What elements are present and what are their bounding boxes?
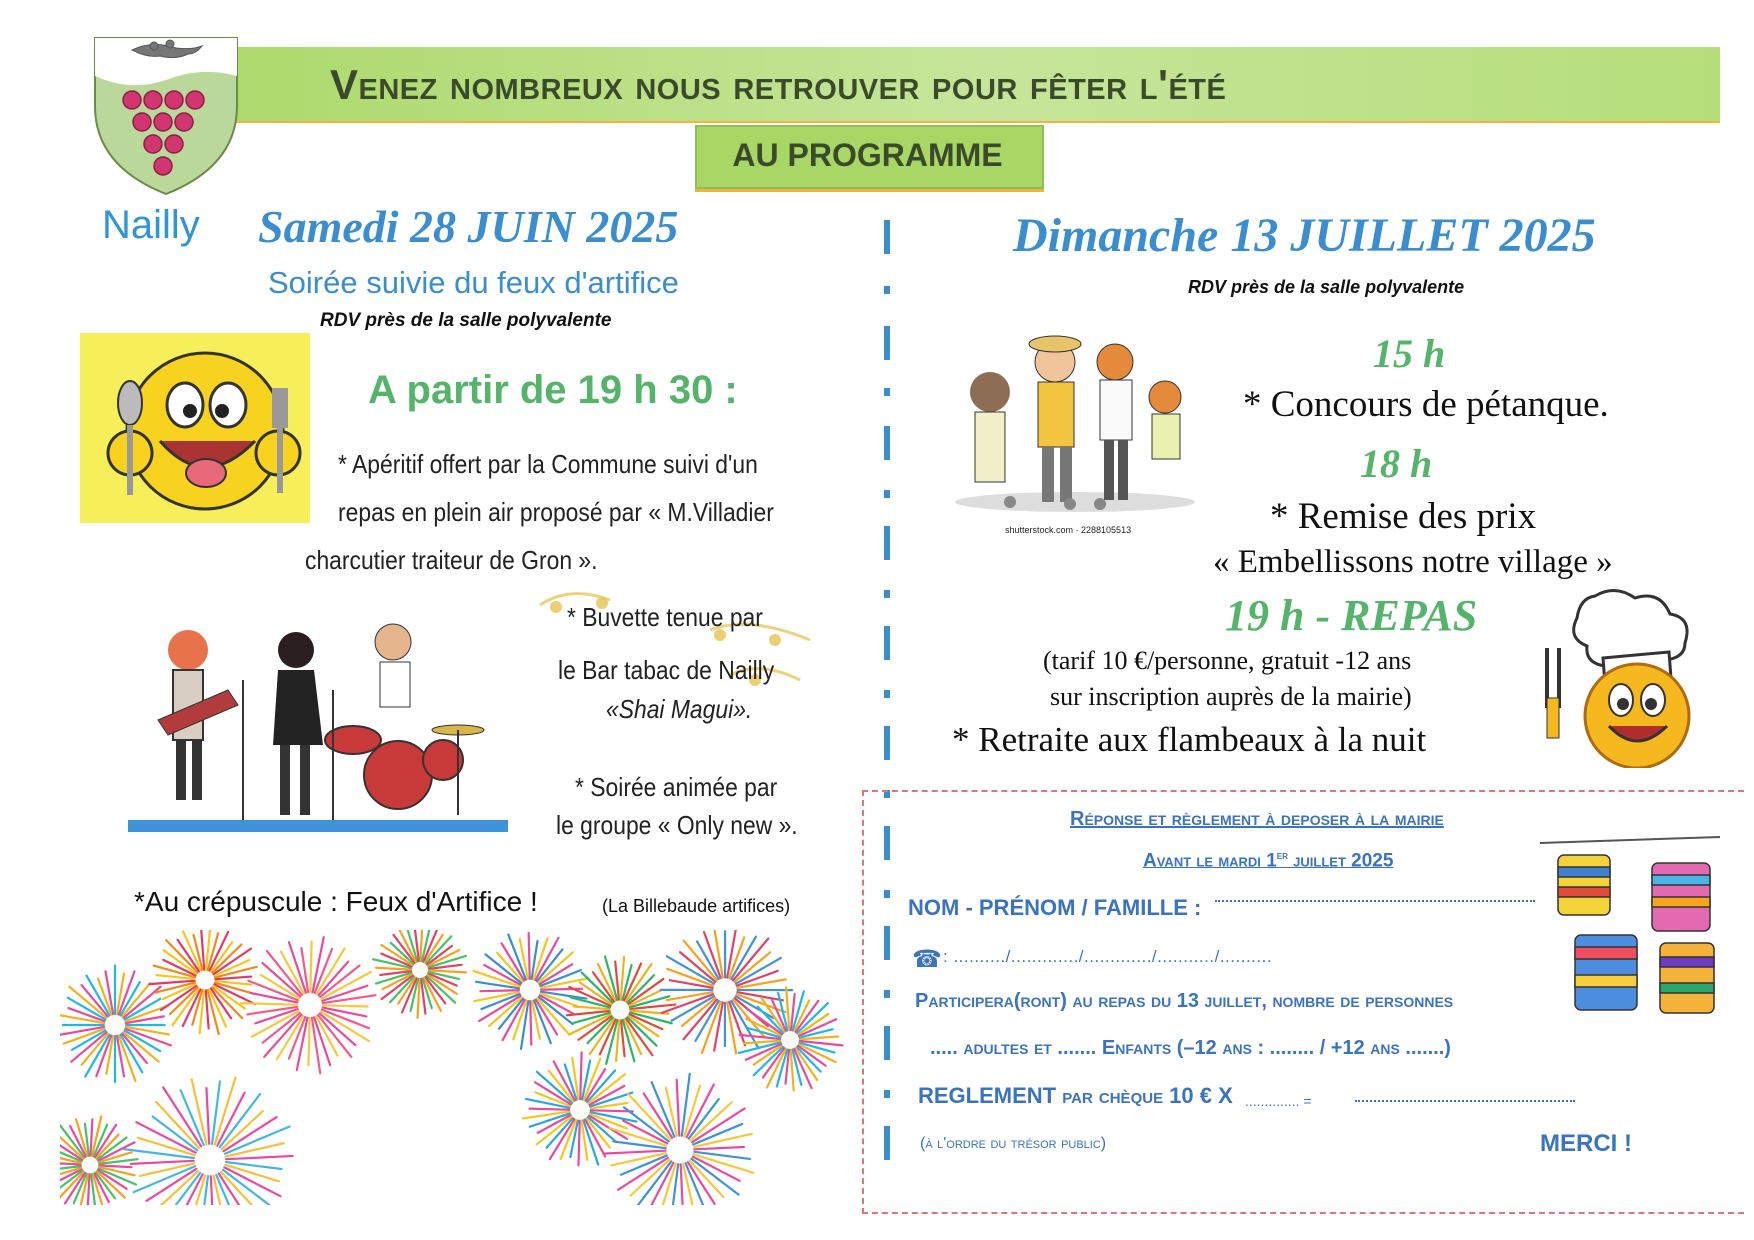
attendee-counts-line[interactable]: ..... adultes et ....... Enfants (–12 ans : ........ / +12 ans .......) xyxy=(930,1037,1451,1059)
payment-amount-field[interactable]: .............. = xyxy=(1245,1093,1312,1109)
left-rdv: RDV près de la salle polyvalente xyxy=(320,310,612,331)
left-date: Samedi 28 JUIN 2025 xyxy=(258,201,679,252)
programme-label: AU PROGRAMME xyxy=(732,137,1003,173)
deadline-text-pre: Avant le mardi 1 xyxy=(1143,850,1277,872)
event-remise-prix: * Remise des prix xyxy=(1270,496,1537,537)
crepuscule-text: *Au crépuscule : Feux d'Artifice ! xyxy=(134,886,538,917)
soiree-line-1: * Soirée animée par xyxy=(575,772,778,802)
buvette-line-3: «Shai Magui». xyxy=(606,694,753,724)
aperitif-line-2: repas en plein air proposé par « M.Villadier xyxy=(338,497,774,527)
payment-total-line[interactable] xyxy=(1355,1100,1575,1102)
tarif-line-2: sur inscription auprès de la mairie) xyxy=(1050,682,1412,711)
aperitif-line-3: charcutier traiteur de Gron ». xyxy=(305,545,598,575)
crepuscule-note: (La Billebaude artifices) xyxy=(602,896,791,916)
time-19h-repas: 19 h - REPAS xyxy=(1225,591,1478,640)
event-embellissons: « Embellissons notre village » xyxy=(1213,544,1613,580)
event-retraite-flambeaux: * Retraite aux flambeaux à la nuit xyxy=(952,720,1427,759)
deadline-text-post: juillet 2025 xyxy=(1287,850,1394,872)
soiree-line-2: le groupe « Only new ». xyxy=(556,810,798,840)
chef-smiley-image xyxy=(1525,588,1705,768)
merci-text: MERCI ! xyxy=(1540,1130,1632,1157)
form-heading: Réponse et règlement à deposer à la mairie xyxy=(1070,808,1444,830)
paper-lanterns-image xyxy=(1540,835,1725,1025)
buvette-line-2: le Bar tabac de Nailly xyxy=(558,655,775,685)
nailly-crest-logo xyxy=(92,36,242,196)
photo-credit: shutterstock.com · 2288105513 xyxy=(1005,525,1132,535)
smiley-eating-image xyxy=(80,333,310,523)
left-subtitle: Soirée suivie du feux d'artifice xyxy=(268,265,679,300)
form-deadline xyxy=(1143,848,1393,872)
buvette-line-1: * Buvette tenue par xyxy=(567,602,763,632)
tarif-line-1: (tarif 10 €/personne, gratuit -12 ans xyxy=(1043,646,1412,675)
time-18h: 18 h xyxy=(1360,441,1433,486)
rock-band-image xyxy=(128,620,508,835)
deadline-superscript: er xyxy=(1276,848,1288,862)
telephone-icon: ☎ xyxy=(912,946,942,973)
payment-order-note: (à l'ordre du trésor public) xyxy=(920,1135,1107,1152)
aperitif-line-1: * Apéritif offert par la Commune suivi d'un xyxy=(338,449,758,479)
left-start-time: A partir de 19 h 30 : xyxy=(368,368,738,412)
header-title: Venez nombreux nous retrouver pour fêter l'été xyxy=(330,61,1227,108)
fireworks-illustration xyxy=(60,930,850,1205)
event-petanque: * Concours de pétanque. xyxy=(1243,384,1609,425)
name-field-label: NOM - PRÉNOM / FAMILLE : xyxy=(908,895,1202,920)
name-input-line[interactable] xyxy=(1215,900,1535,902)
right-date: Dimanche 13 JUILLET 2025 xyxy=(1013,209,1596,262)
phone-input-line[interactable]: : ........../............./............./.........../.......... xyxy=(943,947,1273,966)
village-name: Nailly xyxy=(102,203,200,247)
participation-label: Participera(ront) au repas du 13 juillet, nombre de personnes xyxy=(915,990,1454,1012)
right-rdv: RDV près de la salle polyvalente xyxy=(1188,277,1465,297)
time-15h: 15 h xyxy=(1373,331,1446,376)
payment-label: REGLEMENT par chèque 10 € X xyxy=(918,1083,1233,1108)
family-petanque-image xyxy=(950,322,1200,535)
